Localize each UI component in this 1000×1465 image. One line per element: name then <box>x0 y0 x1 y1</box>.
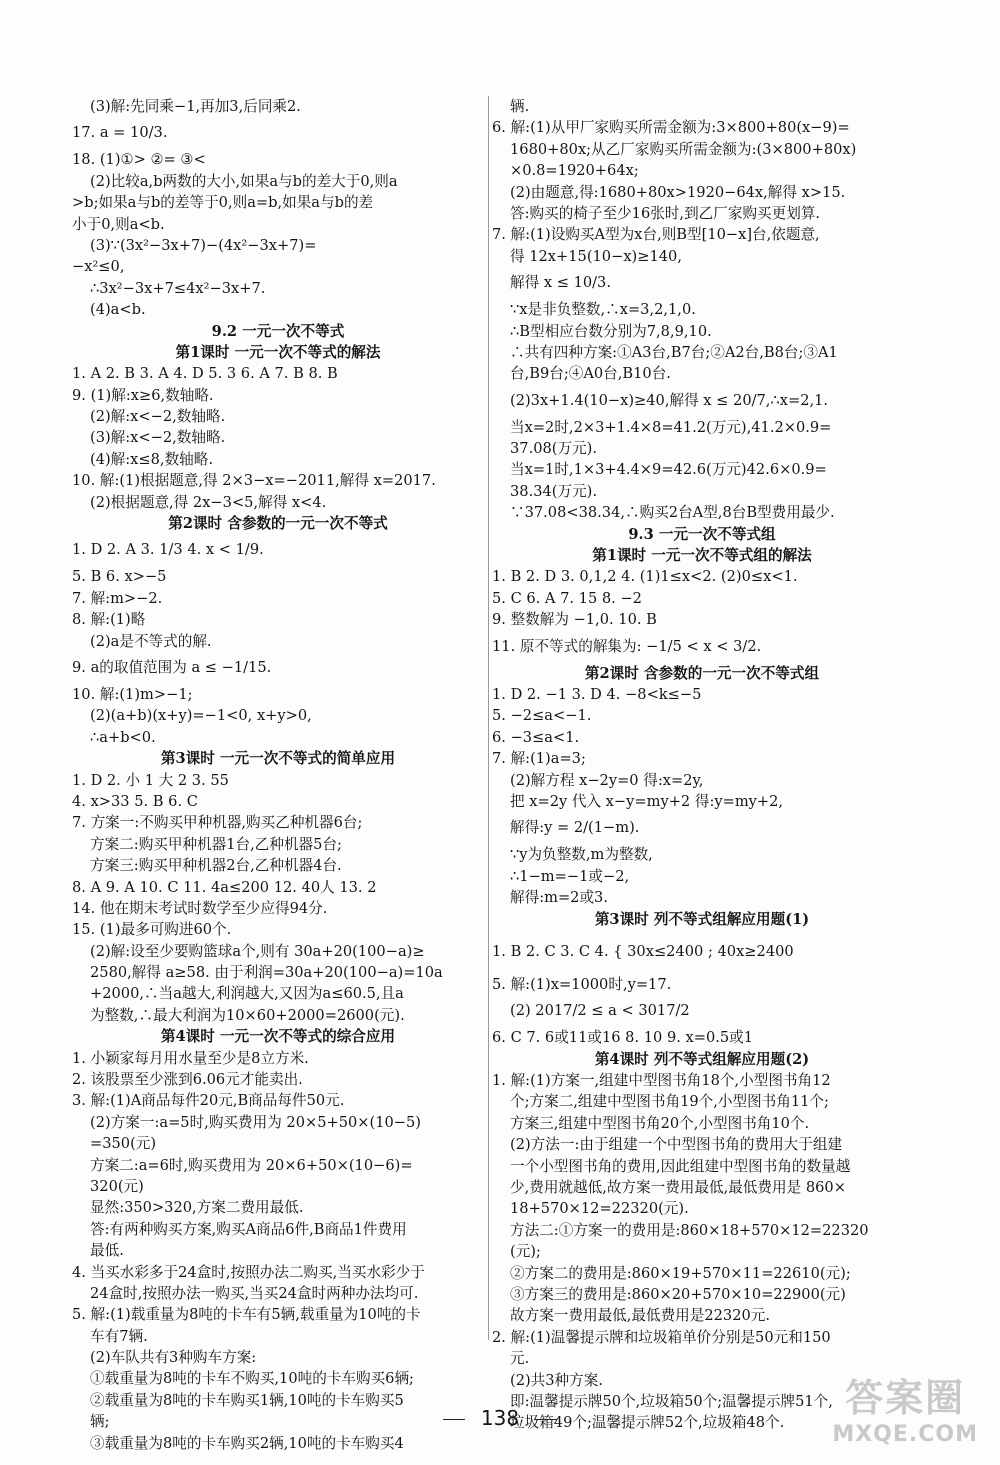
answer-line: ∴1−m=−1或−2, <box>510 867 630 885</box>
section-heading: 第3课时 一元一次不等式的简单应用 <box>160 750 396 768</box>
answer-line: 一个小型图书角的费用,因此组建中型图书角的数量越 <box>510 1157 851 1175</box>
answer-line: 6. 解:(1)从甲厂家购买所需金额为:3×800+80(x−9)= <box>492 119 850 137</box>
answer-line: (2)方案一:a=5时,购买费用为 20×5+50×(10−5) <box>90 1113 422 1131</box>
answer-line: (4)a<b. <box>90 301 146 319</box>
section-heading: 第3课时 列不等式组解应用题(1) <box>594 910 810 928</box>
answer-line: 辆. <box>510 98 530 115</box>
answer-line: 当x=2时,2×3+1.4×8=41.2(万元),41.2×0.9= <box>510 418 832 436</box>
section-heading: 第2课时 含参数的一元一次不等式组 <box>584 664 820 682</box>
answer-line: (3)解:先同乘−1,再加3,后同乘2. <box>90 98 301 115</box>
answer-line: ②方案二的费用是:860×19+570×11=22610(元); <box>510 1264 851 1282</box>
answer-line: 5. 解:(1)x=1000时,y=17. <box>492 975 672 993</box>
answer-line: ①载重量为8吨的卡车不购买,10吨的卡车购买6辆; <box>90 1370 414 1388</box>
answer-line: (3)∵(3x²−3x+7)−(4x²−3x+7)= <box>90 236 317 254</box>
answer-line: −x²≤0, <box>72 258 125 276</box>
answer-line: +2000,∴当a越大,利润越大,又因为a≤60.5,且a <box>90 985 404 1003</box>
answer-line: 14. 他在期末考试时数学至少应得94分. <box>72 899 328 917</box>
column-divider <box>488 96 489 1340</box>
answer-line: 5. −2≤a<−1. <box>492 707 592 725</box>
answer-line: 辆; <box>90 1413 110 1431</box>
section-heading: 第1课时 一元一次不等式组的解法 <box>592 547 812 565</box>
answer-line: 38.34(万元). <box>510 482 597 500</box>
answer-line: 方案三:购买甲种机器2台,乙种机器4台. <box>90 857 342 875</box>
answer-line: 1. D 2. −1 3. D 4. −8<k≤−5 <box>492 685 702 703</box>
answer-line: ②载重量为8吨的卡车购买1辆,10吨的卡车购买5 <box>90 1391 404 1409</box>
answer-line: 2580,解得 a≥58. 由于利润=30a+20(100−a)=10a <box>90 964 443 982</box>
answer-line: 个;方案二,组建中型图书角19个,小型图书角11个; <box>510 1093 829 1111</box>
section-heading: 第4课时 一元一次不等式的综合应用 <box>160 1028 396 1046</box>
answer-line: 5. B 6. x>−5 <box>72 568 167 586</box>
answer-line: 元. <box>510 1350 530 1368</box>
answer-line: 方案三,组建中型图书角20个,小型图书角10个. <box>510 1114 810 1132</box>
answer-line: 7. 解:(1)设购买A型为x台,则B型[10−x]台,依题意, <box>492 226 820 244</box>
answer-line: 车有7辆. <box>90 1327 148 1345</box>
answer-line: 24盒时,按照办法一购买,当买24盒时两种办法均可. <box>90 1284 419 1302</box>
answer-line: (2)(a+b)(x+y)=−1<0, x+y>0, <box>90 707 312 725</box>
answer-line: 18+570×12=22320(元). <box>510 1200 689 1218</box>
answer-line: ∴a+b<0. <box>90 728 156 746</box>
answer-line: 1. A 2. B 3. A 4. D 5. 3 6. A 7. B 8. B <box>72 365 338 383</box>
answer-line: (2)3x+1.4(10−x)≥40,解得 x ≤ 20/7,∴x=2,1. <box>510 391 829 409</box>
answer-line: 8. 解:(1)略 <box>72 611 146 629</box>
answer-line: ③方案三的费用是:860×20+570×10=22900(元) <box>510 1285 846 1303</box>
answer-line: 最低. <box>90 1242 124 1260</box>
answer-line: (2) 2017/2 ≤ a < 3017/2 <box>510 1002 690 1020</box>
left-column <box>72 96 484 1454</box>
answer-line: 解得 x ≤ 10/3. <box>510 274 611 292</box>
answer-line: (2)由题意,得:1680+80x>1920−64x,解得 x>15. <box>510 183 846 201</box>
answer-line: 8. A 9. A 10. C 11. 4a≤200 12. 40人 13. 2 <box>72 878 377 896</box>
answer-line: 1. 小颖家每月用水量至少是8立方米. <box>72 1049 309 1067</box>
page-number-dash-right <box>535 1419 557 1420</box>
answer-line: ∴B型相应台数分别为7,8,9,10. <box>510 322 712 340</box>
answer-line: 当x=1时,1×3+4.4×9=42.6(万元)42.6×0.9= <box>510 461 827 479</box>
watermark-url: MXQE.COM <box>832 1422 978 1447</box>
answer-line: 9. a的取值范围为 a ≤ −1/15. <box>72 658 272 676</box>
answer-line: 1. D 2. 小 1 大 2 3. 55 <box>72 771 229 789</box>
answer-line: 解得:m=2或3. <box>510 889 608 907</box>
answer-line: 垃圾箱49个;温馨提示牌52个,垃圾箱48个. <box>510 1414 785 1432</box>
answer-line: (3)解:x<−2,数轴略. <box>90 429 226 447</box>
answer-line: 2. 解:(1)温馨提示牌和垃圾箱单价分别是50元和150 <box>492 1328 831 1346</box>
answer-line: (2)方法一:由于组建一个中型图书角的费用大于组建 <box>510 1136 843 1154</box>
answer-line: 2. 该股票至少涨到6.06元才能卖出. <box>72 1071 303 1089</box>
watermark <box>832 1367 978 1447</box>
page-number-text: 138 <box>480 1406 520 1430</box>
section-heading: 9.3 一元一次不等式组 <box>628 525 776 543</box>
watermark-text: 答案圈 <box>845 1376 966 1420</box>
answer-line: (2)比较a,b两数的大小,如果a与b的差大于0,则a <box>90 172 398 190</box>
answer-line: (2)解方程 x−2y=0 得:x=2y, <box>510 771 704 789</box>
section-heading: 第4课时 列不等式组解应用题(2) <box>594 1050 810 1068</box>
answer-line: 答:购买的椅子至少16张时,到乙厂家购买更划算. <box>510 204 821 222</box>
answer-line: 4. x>33 5. B 6. C <box>72 792 198 810</box>
section-heading: 9.2 一元一次不等式 <box>211 322 345 340</box>
answer-line: (2)解:x<−2,数轴略. <box>90 408 226 426</box>
answer-line: 6. C 7. 6或11或16 8. 10 9. x=0.5或1 <box>492 1029 754 1047</box>
section-heading: 第1课时 一元一次不等式的解法 <box>175 343 381 361</box>
answer-line: 17. a = 10/3. <box>72 124 168 142</box>
answer-line: (4)解:x≤8,数轴略. <box>90 450 213 468</box>
answer-line: 9. 整数解为 −1,0. 10. B <box>492 611 657 629</box>
page-number-dash-left <box>443 1419 465 1420</box>
answer-line: ×0.8=1920+64x; <box>510 162 639 180</box>
answer-line: 9. (1)解:x≥6,数轴略. <box>72 386 214 404</box>
answer-line: ∴3x²−3x+7≤4x²−3x+7. <box>90 279 266 297</box>
answer-line: 解得:y = 2/(1−m). <box>510 819 640 837</box>
answer-line: (2)根据题意,得 2x−3<5,解得 x<4. <box>90 493 327 511</box>
answer-line: =350(元) <box>90 1135 157 1153</box>
answer-line: (元); <box>510 1243 541 1261</box>
answer-line: 18. (1)①> ②= ③< <box>72 151 206 169</box>
answer-line: 方案二:a=6时,购买费用为 20×6+50×(10−6)= <box>90 1156 413 1174</box>
answer-line: 1. D 2. A 3. 1/3 4. x < 1/9. <box>72 541 264 559</box>
answer-line: ∵y为负整数,m为整数, <box>510 846 653 864</box>
answer-line: 小于0,则a<b. <box>72 215 165 233</box>
answer-line: 即:温馨提示牌50个,垃圾箱50个;温馨提示牌51个, <box>510 1392 833 1410</box>
answer-line: 7. 方案一:不购买甲种机器,购买乙种机器6台; <box>72 814 363 832</box>
answer-line: ∴共有四种方案:①A3台,B7台;②A2台,B8台;③A1 <box>510 343 838 361</box>
answer-line: 7. 解:m>−2. <box>72 589 163 607</box>
answer-line: 1. B 2. C 3. C 4. { 30x≤2400 ; 40x≥2400 <box>492 942 794 960</box>
answer-line: 6. −3≤a<1. <box>492 728 580 746</box>
answer-line: 320(元) <box>90 1177 144 1195</box>
answer-line: 15. (1)最多可购进60个. <box>72 921 232 939</box>
answer-line: 1. B 2. D 3. 0,1,2 4. (1)1≤x<2. (2)0≤x<1. <box>492 568 798 586</box>
answer-line: ③载重量为8吨的卡车购买2辆,10吨的卡车购买4 <box>90 1434 404 1452</box>
answer-line: 把 x=2y 代入 x−y=my+2 得:y=my+2, <box>510 792 784 810</box>
answer-line: 10. 解:(1)根据题意,得 2×3−x=−2011,解得 x=2017. <box>72 472 436 490</box>
answer-line: ∵x是非负整数,∴x=3,2,1,0. <box>510 301 696 319</box>
answer-line: 4. 当买水彩多于24盒时,按照办法二购买,当买水彩少于 <box>72 1263 425 1281</box>
answer-line: 3. 解:(1)A商品每件20元,B商品每件50元. <box>72 1092 345 1110</box>
answer-line: (2)共3种方案. <box>510 1371 603 1389</box>
answer-line: 5. 解:(1)载重量为8吨的卡车有5辆,载重量为10吨的卡 <box>72 1306 421 1324</box>
answer-line: >b;如果a与b的差等于0,则a=b,如果a与b的差 <box>72 194 374 212</box>
answer-line: 少,费用就越低,故方案一费用最低,最低费用是 860× <box>510 1179 846 1197</box>
answer-line: 10. 解:(1)m>−1; <box>72 685 193 703</box>
answer-line: 7. 解:(1)a=3; <box>492 750 586 768</box>
section-heading: 第2课时 含参数的一元一次不等式 <box>168 515 388 533</box>
answer-line: 1. 解:(1)方案一,组建中型图书角18个,小型图书角12 <box>492 1072 831 1090</box>
answer-line: 1680+80x;从乙厂家购买所需金额为:(3×800+80x) <box>510 140 857 158</box>
answer-line: 得 12x+15(10−x)≥140, <box>510 247 682 265</box>
answer-line: 方法二:①方案一的费用是:860×18+570×12=22320 <box>510 1221 869 1239</box>
answer-line: 37.08(万元). <box>510 440 597 458</box>
answer-line: 故方案一费用最低,最低费用是22320元. <box>510 1307 771 1325</box>
answer-line: 11. 原不等式的解集为: −1/5 < x < 3/2. <box>492 637 762 655</box>
answer-line: 显然:350>320,方案二费用最低. <box>90 1199 304 1217</box>
answer-line: 5. C 6. A 7. 15 8. −2 <box>492 589 642 607</box>
answer-line: 方案二:购买甲种机器1台,乙种机器5台; <box>90 835 342 853</box>
answer-line: 为整数,∴最大利润为10×60+2000=2600(元). <box>90 1006 405 1024</box>
answer-line: (2)车队共有3种购车方案: <box>90 1349 257 1367</box>
answer-line: (2)解:设至少要购篮球a个,则有 30a+20(100−a)≥ <box>90 942 425 960</box>
answer-line: 台,B9台;④A0台,B10台. <box>510 365 671 383</box>
answer-line: ∵37.08<38.34,∴购买2台A型,8台B型费用最少. <box>510 504 835 522</box>
answer-line: 答:有两种购买方案,购买A商品6件,B商品1件费用 <box>90 1220 407 1238</box>
answer-line: (2)a是不等式的解. <box>90 632 212 650</box>
right-column <box>492 96 912 1434</box>
